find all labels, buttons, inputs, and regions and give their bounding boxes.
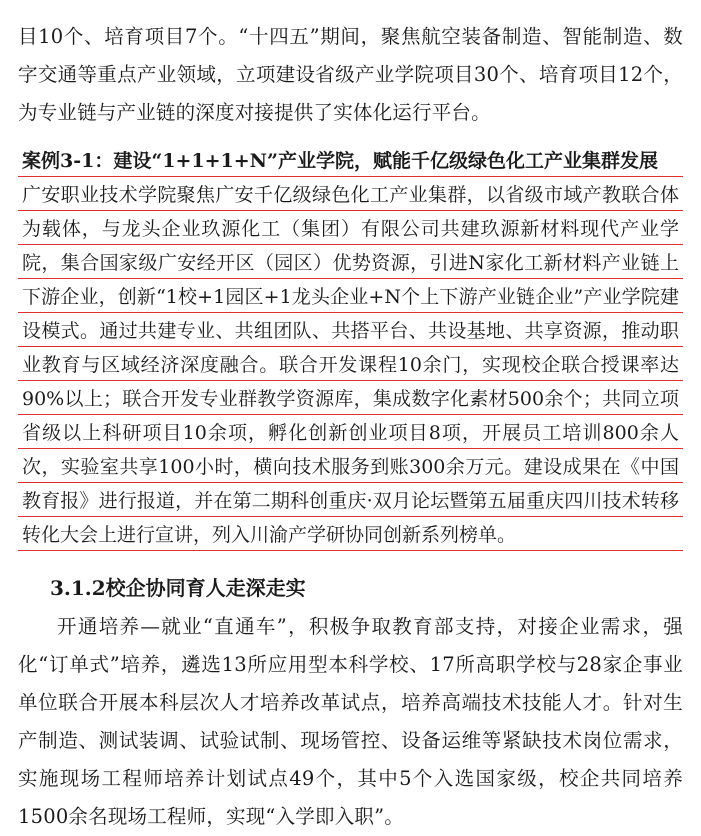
case-study-title-line [18, 144, 683, 178]
top-paragraph: 目10个、培育项目7个。“十四五”期间，聚焦航空装备制造、智能制造、数字交通等重点产业领域，立项建设省级产业学院项目30个、培育项目12个，为专业链与产业链的深度对接提供了实体化运行平台。 [18, 25, 683, 124]
case-study-box [16, 140, 685, 558]
lower-paragraph-block [0, 608, 701, 836]
top-paragraph-block [0, 0, 701, 132]
case-study-label: 案例3-1： [22, 150, 114, 172]
section-heading: 3.1.2校企协同育人走深走实 [50, 576, 306, 600]
case-study-body: 广安职业技术学院聚焦广安千亿级绿色化工产业集群，以省级市域产教联合体为载体，与龙头企业玖源化工（集团）有限公司共建玖源新材料现代产业学院，集合国家级广安经开区（园区）优势资源，引进N家化工新材料产业链上下游企业，创新“1校+1园区+1龙头企业+N个上下游产业链企业”产业学院建设模式。通过共建专业、共组团队、共搭平台、共设基地、共享资源，推动职业教育与区域经济深度融合。联合开发课程10余门，实现校企联合授课率达90%以上；联合开发专业群教学资源库，集成数字化素材500余个；共同立项省级以上科研项目10余项，孵化创新创业项目8项，开展员工培训800余人次，实验室共享100小时，横向技术服务到账300余万元。建设成果在《中国教育报》进行报道，并在第二期科创重庆·双月论坛暨第五届重庆四川技术转移转化大会上进行宣讲，列入川渝产学研协同创新系列榜单。 [18, 178, 683, 552]
case-study-title: 建设“1+1+1+N”产业学院，赋能千亿级绿色化工产业集群发展 [113, 150, 658, 172]
lower-paragraph: 开通培养—就业“直通车”，积极争取教育部支持，对接企业需求，强化“订单式”培养，遴选13所应用型本科学校、17所高职学校与28家企事业单位联合开展本科层次人才培养改革试点，培养高端技术技能人才。针对生产制造、测试装调、试验试制、现场管控、设备运维等紧缺技术岗位需求，实施现场工程师培养计划试点49个，其中5个入选国家级，校企共同培养1500余名现场工程师，实现“入学即入职”。 [18, 615, 683, 828]
